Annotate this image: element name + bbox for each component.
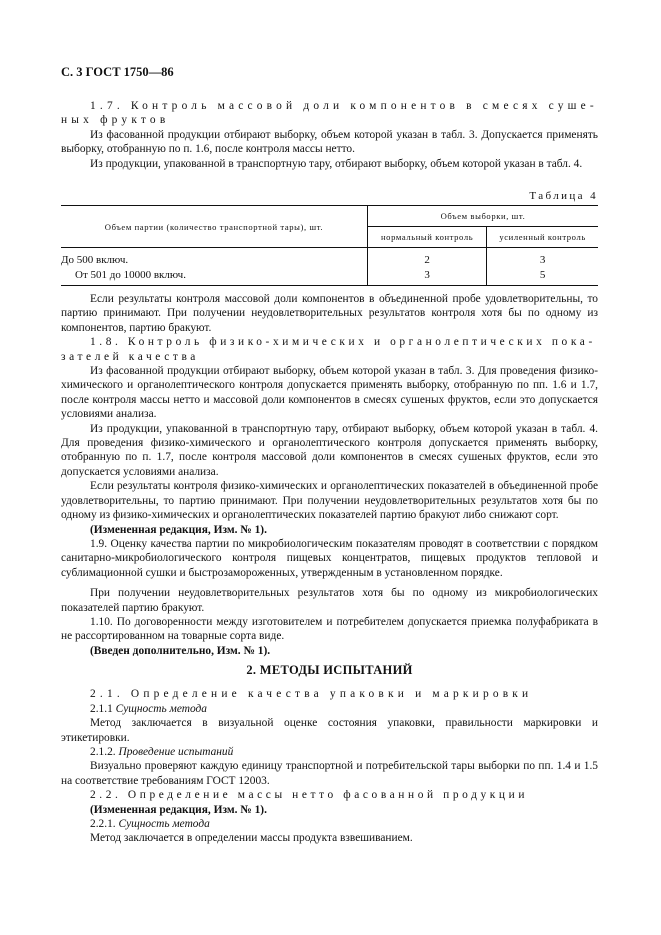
section-1-9-para-1: 1.9. Оценку качества партии по микробиологическим показателям проводят в соответствии с порядком санитарно-микробиологического контроля пищевых концентратов, пищевых продуктов тепловой и сублимационной сушки и быстрозамороженных, утвержденным в установленном порядке. — [61, 537, 598, 579]
section-1-7-title-line2: ных фруктов — [61, 114, 170, 127]
section-1-8-title-line1: 1.8. Контроль физико-химических и органолептических пока- — [90, 336, 596, 349]
section-2-1-1-number: 2.1.1 — [90, 702, 113, 715]
section-1-7-para-1: Из фасованной продукции отбирают выборку, объем которой указан в табл. 3. Допускается применять выборку, отобранную по п. 1.6, после контроля массы нетто. — [61, 128, 598, 156]
section-2-1-title: 2.1. Определение качества упаковки и маркировки — [90, 688, 533, 701]
section-2-2-1-number: 2.2.1. — [90, 818, 116, 831]
table-cell-strict: 5 — [487, 268, 598, 286]
section-2-1-2-title: Проведение испытаний — [118, 746, 234, 759]
section-2-2-1-text: Метод заключается в определении массы продукта взвешиванием. — [90, 832, 413, 845]
table-cell-normal: 2 — [368, 248, 487, 268]
page-header: С. 3 ГОСТ 1750—86 — [61, 65, 174, 79]
table-header-normal: нормальный контроль — [368, 227, 487, 248]
table-cell-strict: 3 — [487, 248, 598, 268]
section-1-8-para-1: Из фасованной продукции отбирают выборку, объем которой указан в табл. 3. Для проведения физико-химического и органолептического контроля допускается применять выборку, отобранную по пп. 1.6 и 1.7, после контроля массы нетто и массовой доли компонентов в смесях сушеных фруктов, если это допускается условиями анализа. — [61, 365, 598, 421]
table-header-party: Объем партии (количество транспортной тары), шт. — [61, 206, 368, 248]
section-2-1-2-number: 2.1.2. — [90, 746, 116, 759]
table-header-sample: Объем выборки, шт. — [368, 206, 599, 227]
section-1-7-title-line1: 1.7. Контроль массовой доли компонентов в смесях суше- — [90, 100, 598, 112]
section-1-8-note: (Измененная редакция, Изм. № 1). — [90, 523, 267, 536]
section-1-8-para-3: Если результаты контроля физико-химических и органолептических показателей в объединенной пробе удовлетворительны, то партию принимают. При получении неудовлетворительных результатов хотя бы по одному из физико-химических и органолептических показателей партию бракуют либо снижают сорт. — [61, 480, 598, 522]
table-cell-party: От 501 до 10000 включ. — [61, 268, 368, 286]
section-1-9-para-2: При получении неудовлетворительных результатов хотя бы по одному из микробиологических показателей партию бракуют. — [61, 587, 598, 614]
section-2-2-1-heading — [61, 817, 598, 831]
sections-1-8-to-1-10 — [61, 292, 598, 658]
section-1-8-title — [61, 335, 598, 364]
table-cell-normal: 3 — [368, 268, 487, 286]
table-header-strict: усиленный контроль — [487, 227, 598, 248]
section-1-8-para-2: Из продукции, упакованной в транспортную тару, отбирают выборку, объем которой указан в табл. 4. Для проведения физико-химического и органолептического контроля допускается применять выборку, отобранную по п. 1.7, после контроля массовой доли компонентов в смесях сушеных фруктов, если это допускается условиями анализа. — [61, 422, 598, 478]
table-row — [61, 268, 598, 286]
section-2-1-2-heading — [61, 745, 598, 759]
table-caption: Таблица 4 — [529, 190, 598, 202]
section-2-2-1-title: Сущность метода — [118, 818, 210, 831]
section-2-1-1-heading — [61, 702, 598, 716]
table-4 — [61, 205, 598, 286]
section-2-1-1-title: Сущность метода — [115, 702, 207, 715]
section-1-7 — [61, 99, 598, 171]
section-2-title: 2. МЕТОДЫ ИСПЫТАНИЙ — [246, 663, 413, 677]
table-4-block — [61, 189, 598, 286]
section-1-7-para-2: Из продукции, упакованной в транспортную тару, отбирают выборку, объем которой указан в табл. 4. — [90, 157, 583, 170]
section-2-2-note: (Измененная редакция, Изм. № 1). — [90, 803, 267, 816]
section-1-10-para: 1.10. По договоренности между изготовителем и потребителем допускается приемка полуфабриката в не рассортированном на товарные сорта виде. — [61, 615, 598, 643]
section-2 — [61, 663, 598, 846]
section-2-1-2-text: Визуально проверяют каждую единицу транспортной и потребительской тары выборки по пп. 1.4 и 1.5 на соответствие требованиям ГОСТ 12003. — [61, 760, 598, 787]
section-1-7-title — [61, 99, 598, 128]
section-2-2-title: 2.2. Определение массы нетто фасованной продукции — [90, 789, 529, 802]
section-2-1-1-text: Метод заключается в визуальной оценке состояния упаковки, правильности маркировки и этикетировки. — [61, 717, 598, 744]
section-1-7-result: Если результаты контроля массовой доли компонентов в объединенной пробе удовлетворительны, то партию принимают. При получении неудовлетворительных результатов контроля хотя бы по одному из компонентов, партию бракуют. — [61, 293, 598, 334]
table-row — [61, 248, 598, 268]
section-1-8-title-line2: зателей качества — [61, 350, 199, 363]
section-1-10-note: (Введен дополнительно, Изм. № 1). — [90, 644, 271, 657]
table-cell-party: До 500 включ. — [61, 254, 129, 267]
